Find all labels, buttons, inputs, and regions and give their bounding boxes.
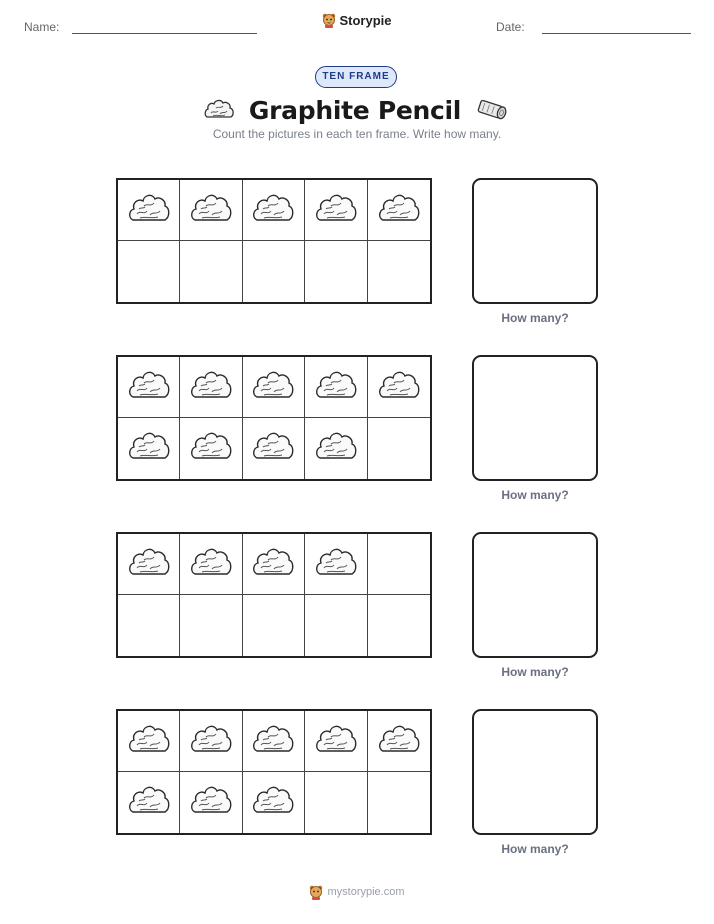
- ten-frame-cell: [368, 418, 430, 479]
- graphite-shavings-icon: [377, 721, 421, 762]
- ten-frame-cell: [180, 595, 242, 656]
- ten-frame-cell: [180, 534, 242, 595]
- graphite-shavings-icon: [203, 97, 235, 123]
- ten-frame-cell: [305, 180, 367, 241]
- how-many-label: How many?: [501, 488, 569, 502]
- ten-frame-cell: [118, 534, 180, 595]
- ten-frame-cell: [180, 357, 242, 418]
- date-line[interactable]: [542, 33, 691, 34]
- graphite-shavings-icon: [127, 721, 171, 762]
- brand-logo: [0, 12, 714, 33]
- graphite-shavings-icon: [189, 367, 233, 408]
- ten-frame: [116, 709, 432, 835]
- footer: [0, 884, 714, 900]
- graphite-shavings-icon: [314, 721, 358, 762]
- how-many-label: How many?: [501, 842, 569, 856]
- ten-frame-cell: [118, 418, 180, 479]
- ten-frame-cell: [243, 180, 305, 241]
- worksheet-title: Graphite Pencil: [248, 95, 462, 125]
- ten-frame-cell: [368, 772, 430, 833]
- graphite-shavings-icon: [251, 428, 295, 469]
- graphite-shavings-icon: [377, 190, 421, 231]
- ten-frame-cell: [305, 418, 367, 479]
- answer-box[interactable]: [472, 178, 598, 304]
- graphite-shavings-icon: [127, 190, 171, 231]
- ten-frame-cell: [118, 711, 180, 772]
- ten-frame: [116, 178, 432, 304]
- graphite-shavings-icon: [251, 782, 295, 823]
- answer-box[interactable]: [472, 709, 598, 835]
- graphite-shavings-icon: [314, 367, 358, 408]
- graphite-shavings-icon: [189, 544, 233, 585]
- ten-frame-cell: [305, 241, 367, 302]
- ten-frame-cell: [305, 711, 367, 772]
- ten-frame-cell: [118, 357, 180, 418]
- ten-frame: [116, 532, 432, 658]
- graphite-shavings-icon: [127, 544, 171, 585]
- brand-name: Storypie: [339, 12, 392, 28]
- graphite-shavings-icon: [189, 190, 233, 231]
- ten-frame-cell: [243, 772, 305, 833]
- ten-frame-cell: [243, 241, 305, 302]
- ten-frame-cell: [243, 595, 305, 656]
- ten-frame-cell: [118, 595, 180, 656]
- ten-frame-cell: [305, 772, 367, 833]
- graphite-shavings-icon: [251, 190, 295, 231]
- ten-frame-cell: [305, 595, 367, 656]
- ten-frame: [116, 355, 432, 481]
- storypie-mascot-icon: [309, 884, 323, 900]
- graphite-shavings-icon: [314, 428, 358, 469]
- graphite-shavings-icon: [314, 190, 358, 231]
- graphite-shavings-icon: [127, 428, 171, 469]
- graphite-shavings-icon: [189, 721, 233, 762]
- title-row: [0, 90, 714, 130]
- ten-frame-cell: [118, 772, 180, 833]
- ten-frame-cell: [368, 357, 430, 418]
- ten-frame-cell: [305, 357, 367, 418]
- graphite-shavings-icon: [251, 544, 295, 585]
- graphite-shavings-icon: [377, 367, 421, 408]
- ten-frame-cell: [118, 180, 180, 241]
- ten-frame-cell: [180, 772, 242, 833]
- graphite-shavings-icon: [189, 428, 233, 469]
- ten-frame-cell: [180, 180, 242, 241]
- how-many-label: How many?: [501, 311, 569, 325]
- footer-site: mystorypie.com: [327, 886, 405, 898]
- graphite-log-icon: [475, 97, 511, 123]
- how-many-label: How many?: [501, 665, 569, 679]
- ten-frame-cell: [243, 357, 305, 418]
- ten-frame-cell: [305, 534, 367, 595]
- ten-frame-cell: [368, 711, 430, 772]
- ten-frame-cell: [243, 711, 305, 772]
- ten-frame-cell: [180, 418, 242, 479]
- date-label: Date:: [496, 20, 525, 34]
- graphite-shavings-icon: [127, 367, 171, 408]
- ten-frame-cell: [368, 595, 430, 656]
- instructions: Count the pictures in each ten frame. Write how many.: [212, 127, 502, 141]
- answer-box[interactable]: [472, 532, 598, 658]
- answer-box[interactable]: [472, 355, 598, 481]
- ten-frame-cell: [368, 180, 430, 241]
- ten-frame-cell: [243, 418, 305, 479]
- ten-frame-cell: [180, 711, 242, 772]
- graphite-shavings-icon: [127, 782, 171, 823]
- graphite-shavings-icon: [189, 782, 233, 823]
- ten-frame-cell: [368, 241, 430, 302]
- ten-frame-cell: [180, 241, 242, 302]
- graphite-shavings-icon: [251, 721, 295, 762]
- name-line[interactable]: [72, 33, 257, 34]
- ten-frame-cell: [243, 534, 305, 595]
- topic-badge: TEN FRAME: [315, 66, 397, 88]
- graphite-shavings-icon: [251, 367, 295, 408]
- storypie-mascot-icon: [322, 12, 336, 28]
- graphite-shavings-icon: [314, 544, 358, 585]
- name-label: Name:: [24, 20, 60, 34]
- ten-frame-cell: [368, 534, 430, 595]
- ten-frame-cell: [118, 241, 180, 302]
